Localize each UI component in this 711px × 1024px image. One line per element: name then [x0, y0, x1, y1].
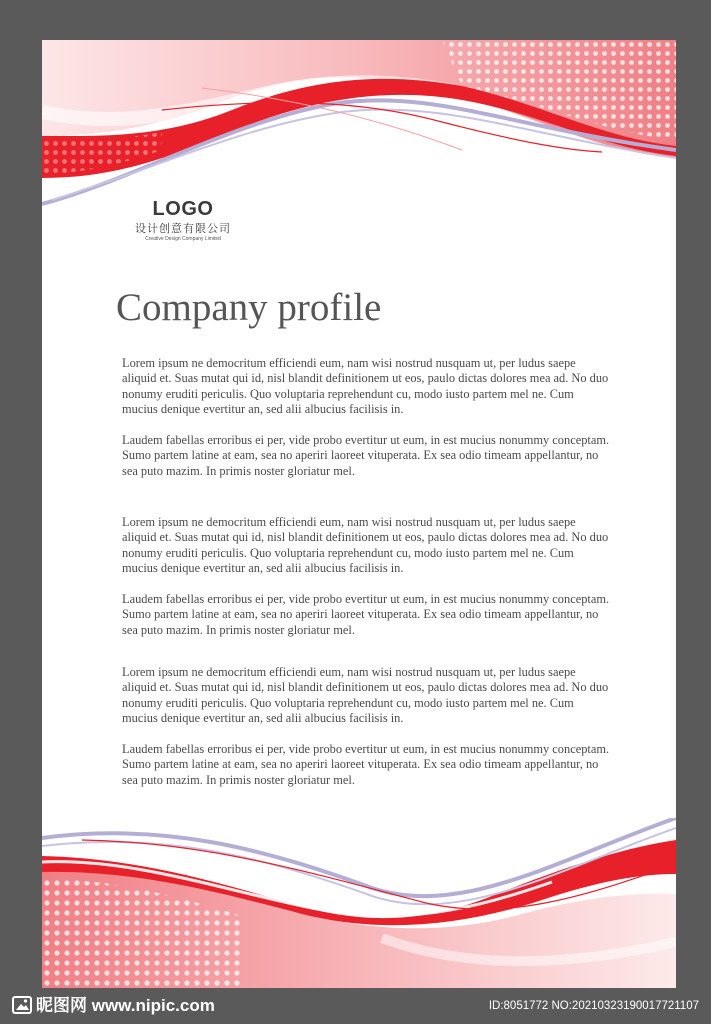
body-paragraph: Laudem fabellas erroribus ei per, vide probo evertitur ut eum, in est mucius nonummy conceptam. Sumo partem latine at eam, sea no aperiri laoreet vituperata. Ex sea odio timeam appellantur, no sea puto mazim. In primis noster gloriatur mel.	[122, 742, 610, 787]
letterhead-page	[42, 40, 676, 988]
company-logo	[118, 198, 248, 243]
watermark-image-id: ID:8051772 NO:20210323190017721107	[488, 1000, 699, 1012]
company-name-cn: 设计创意有限公司	[135, 222, 231, 235]
watermark-site	[12, 994, 215, 1018]
logo-wordmark: LOGO	[152, 198, 214, 220]
watermark-site-text: 昵图网 www.nipic.com	[36, 996, 215, 1015]
body-paragraph: Lorem ipsum ne democritum efficiendi eum, nam wisi nostrud nusquam ut, per ludus saepe aliquid et. Suas mutat qui id, nisl blandit definitionem ut eos, paulo dictas dolores mea ad. No duo nonumy eruditi periculis. Quo voluptaria reprehendunt cu, modo iusto partem mel ne. Cum mucius denique evertitur an, sed alii albucius facilisis in.	[122, 356, 609, 417]
picture-frame-icon	[12, 996, 32, 1014]
body-paragraph: Lorem ipsum ne democritum efficiendi eum, nam wisi nostrud nusquam ut, per ludus saepe aliquid et. Suas mutat qui id, nisl blandit definitionem ut eos, paulo dictas dolores mea ad. No duo nonumy eruditi periculis. Quo voluptaria reprehendunt cu, modo iusto partem mel ne. Cum mucius denique evertitur an, sed alii albucius facilisis in.	[122, 515, 609, 576]
body-paragraph: Laudem fabellas erroribus ei per, vide probo evertitur ut eum, in est mucius nonummy conceptam. Sumo partem latine at eam, sea no aperiri laoreet vituperata. Ex sea odio timeam appellantur, no sea puto mazim. In primis noster gloriatur mel.	[122, 592, 610, 637]
document-title: Company profile	[116, 286, 382, 329]
body-paragraph: Laudem fabellas erroribus ei per, vide probo evertitur ut eum, in est mucius nonummy conceptam. Sumo partem latine at eam, sea no aperiri laoreet vituperata. Ex sea odio timeam appellantur, no sea puto mazim. In primis noster gloriatur mel.	[122, 433, 610, 478]
watermark-bar	[0, 988, 711, 1024]
company-name-en: Creative Design Company Limited	[145, 236, 221, 242]
bottom-wave-decoration	[42, 818, 676, 988]
body-paragraph: Lorem ipsum ne democritum efficiendi eum, nam wisi nostrud nusquam ut, per ludus saepe aliquid et. Suas mutat qui id, nisl blandit definitionem ut eos, paulo dictas dolores mea ad. No duo nonumy eruditi periculis. Quo voluptaria reprehendunt cu, modo iusto partem mel ne. Cum mucius denique evertitur an, sed alii albucius facilisis in.	[122, 665, 609, 726]
